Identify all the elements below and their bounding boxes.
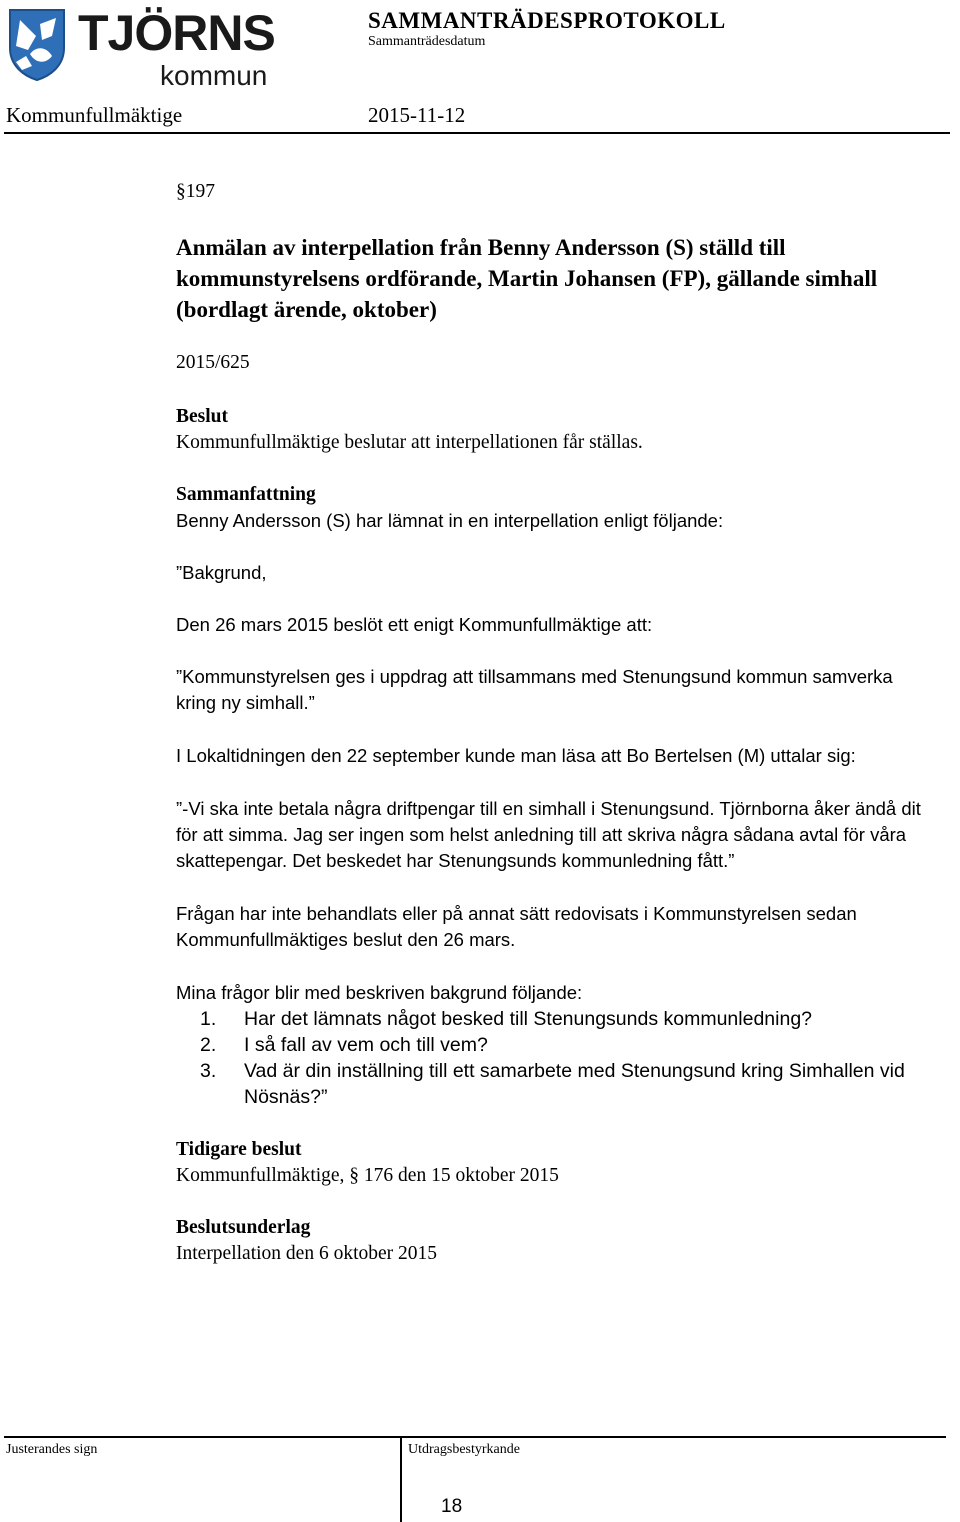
quote-paragraph-2: ”Kommunstyrelsen ges i uppdrag att tillsammans med Stenungsund kommun samverka kring ny simhall.”: [176, 666, 893, 713]
quote-paragraph-4: ”-Vi ska inte betala några driftpengar till en simhall i Stenungsund. Tjörnborna åker ändå dit för att simma. Jag ser ingen som helst anledning till att skriva några sådana avtal för våra skattepengar. Det beskedet har Stenungsunds kommunledning fått.”: [176, 798, 921, 871]
protocol-title: SAMMANTRÄDESPROTOKOLL: [368, 8, 726, 33]
header-divider: [4, 132, 950, 134]
coat-of-arms-icon: [6, 6, 68, 82]
sammanfattning-heading: Sammanfattning: [176, 484, 316, 505]
questions-intro: Mina frågor blir med beskriven bakgrund följande:: [176, 982, 583, 1003]
footer-column-divider: [400, 1436, 402, 1522]
sammanfattning-intro: Benny Andersson (S) har lämnat in en interpellation enligt följande:: [176, 510, 724, 531]
question-text: I så fall av vem och till vem?: [244, 1034, 488, 1056]
beslut-text: Kommunfullmäktige beslutar att interpellationen får ställas.: [176, 432, 643, 453]
meeting-date: 2015-11-12: [368, 103, 466, 127]
question-number: 3.: [200, 1060, 217, 1082]
question-number: 1.: [200, 1008, 217, 1030]
tidigare-beslut-text: Kommunfullmäktige, § 176 den 15 oktober 2015: [176, 1165, 559, 1186]
footer-divider: [4, 1436, 946, 1438]
quote-bakgrund: ”Bakgrund,: [176, 562, 267, 583]
page-number: 18: [441, 1496, 463, 1517]
quote-paragraph-3: I Lokaltidningen den 22 september kunde man läsa att Bo Bertelsen (M) uttalar sig:: [176, 745, 856, 766]
section-title: Anmälan av interpellation från Benny Andersson (S) ställd till kommunstyrelsens ordförande, Martin Johansen (FP), gällande simhall (bordlagt ärende, oktober): [176, 235, 878, 322]
municipality-logo: [6, 5, 275, 91]
tidigare-beslut-heading: Tidigare beslut: [176, 1139, 302, 1160]
question-number: 2.: [200, 1034, 217, 1056]
beslut-heading: Beslut: [176, 406, 229, 427]
question-text: Vad är din inställning till ett samarbete med Stenungsund kring Simhallen vid Nösnäs?”: [244, 1060, 905, 1108]
logo-wordmark: TJÖRNS: [78, 5, 275, 61]
quote-paragraph-1: Den 26 mars 2015 beslöt ett enigt Kommunfullmäktige att:: [176, 614, 653, 635]
case-number: 2015/625: [176, 352, 250, 373]
logo-subtext: kommun: [160, 60, 268, 91]
signature-label: Justerandes sign: [6, 1442, 98, 1457]
certification-label: Utdragsbestyrkande: [408, 1442, 520, 1457]
meeting-date-label: Sammanträdesdatum: [368, 34, 486, 49]
quote-paragraph-5: Frågan har inte behandlats eller på annat sätt redovisats i Kommunstyrelsen sedan Kommunfullmäktiges beslut den 26 mars.: [176, 903, 857, 950]
body-name: Kommunfullmäktige: [6, 103, 183, 127]
section-number: §197: [176, 181, 215, 202]
beslutsunderlag-heading: Beslutsunderlag: [176, 1217, 311, 1238]
question-text: Har det lämnats något besked till Stenungsunds kommunledning?: [244, 1008, 813, 1030]
beslutsunderlag-text: Interpellation den 6 oktober 2015: [176, 1243, 438, 1264]
